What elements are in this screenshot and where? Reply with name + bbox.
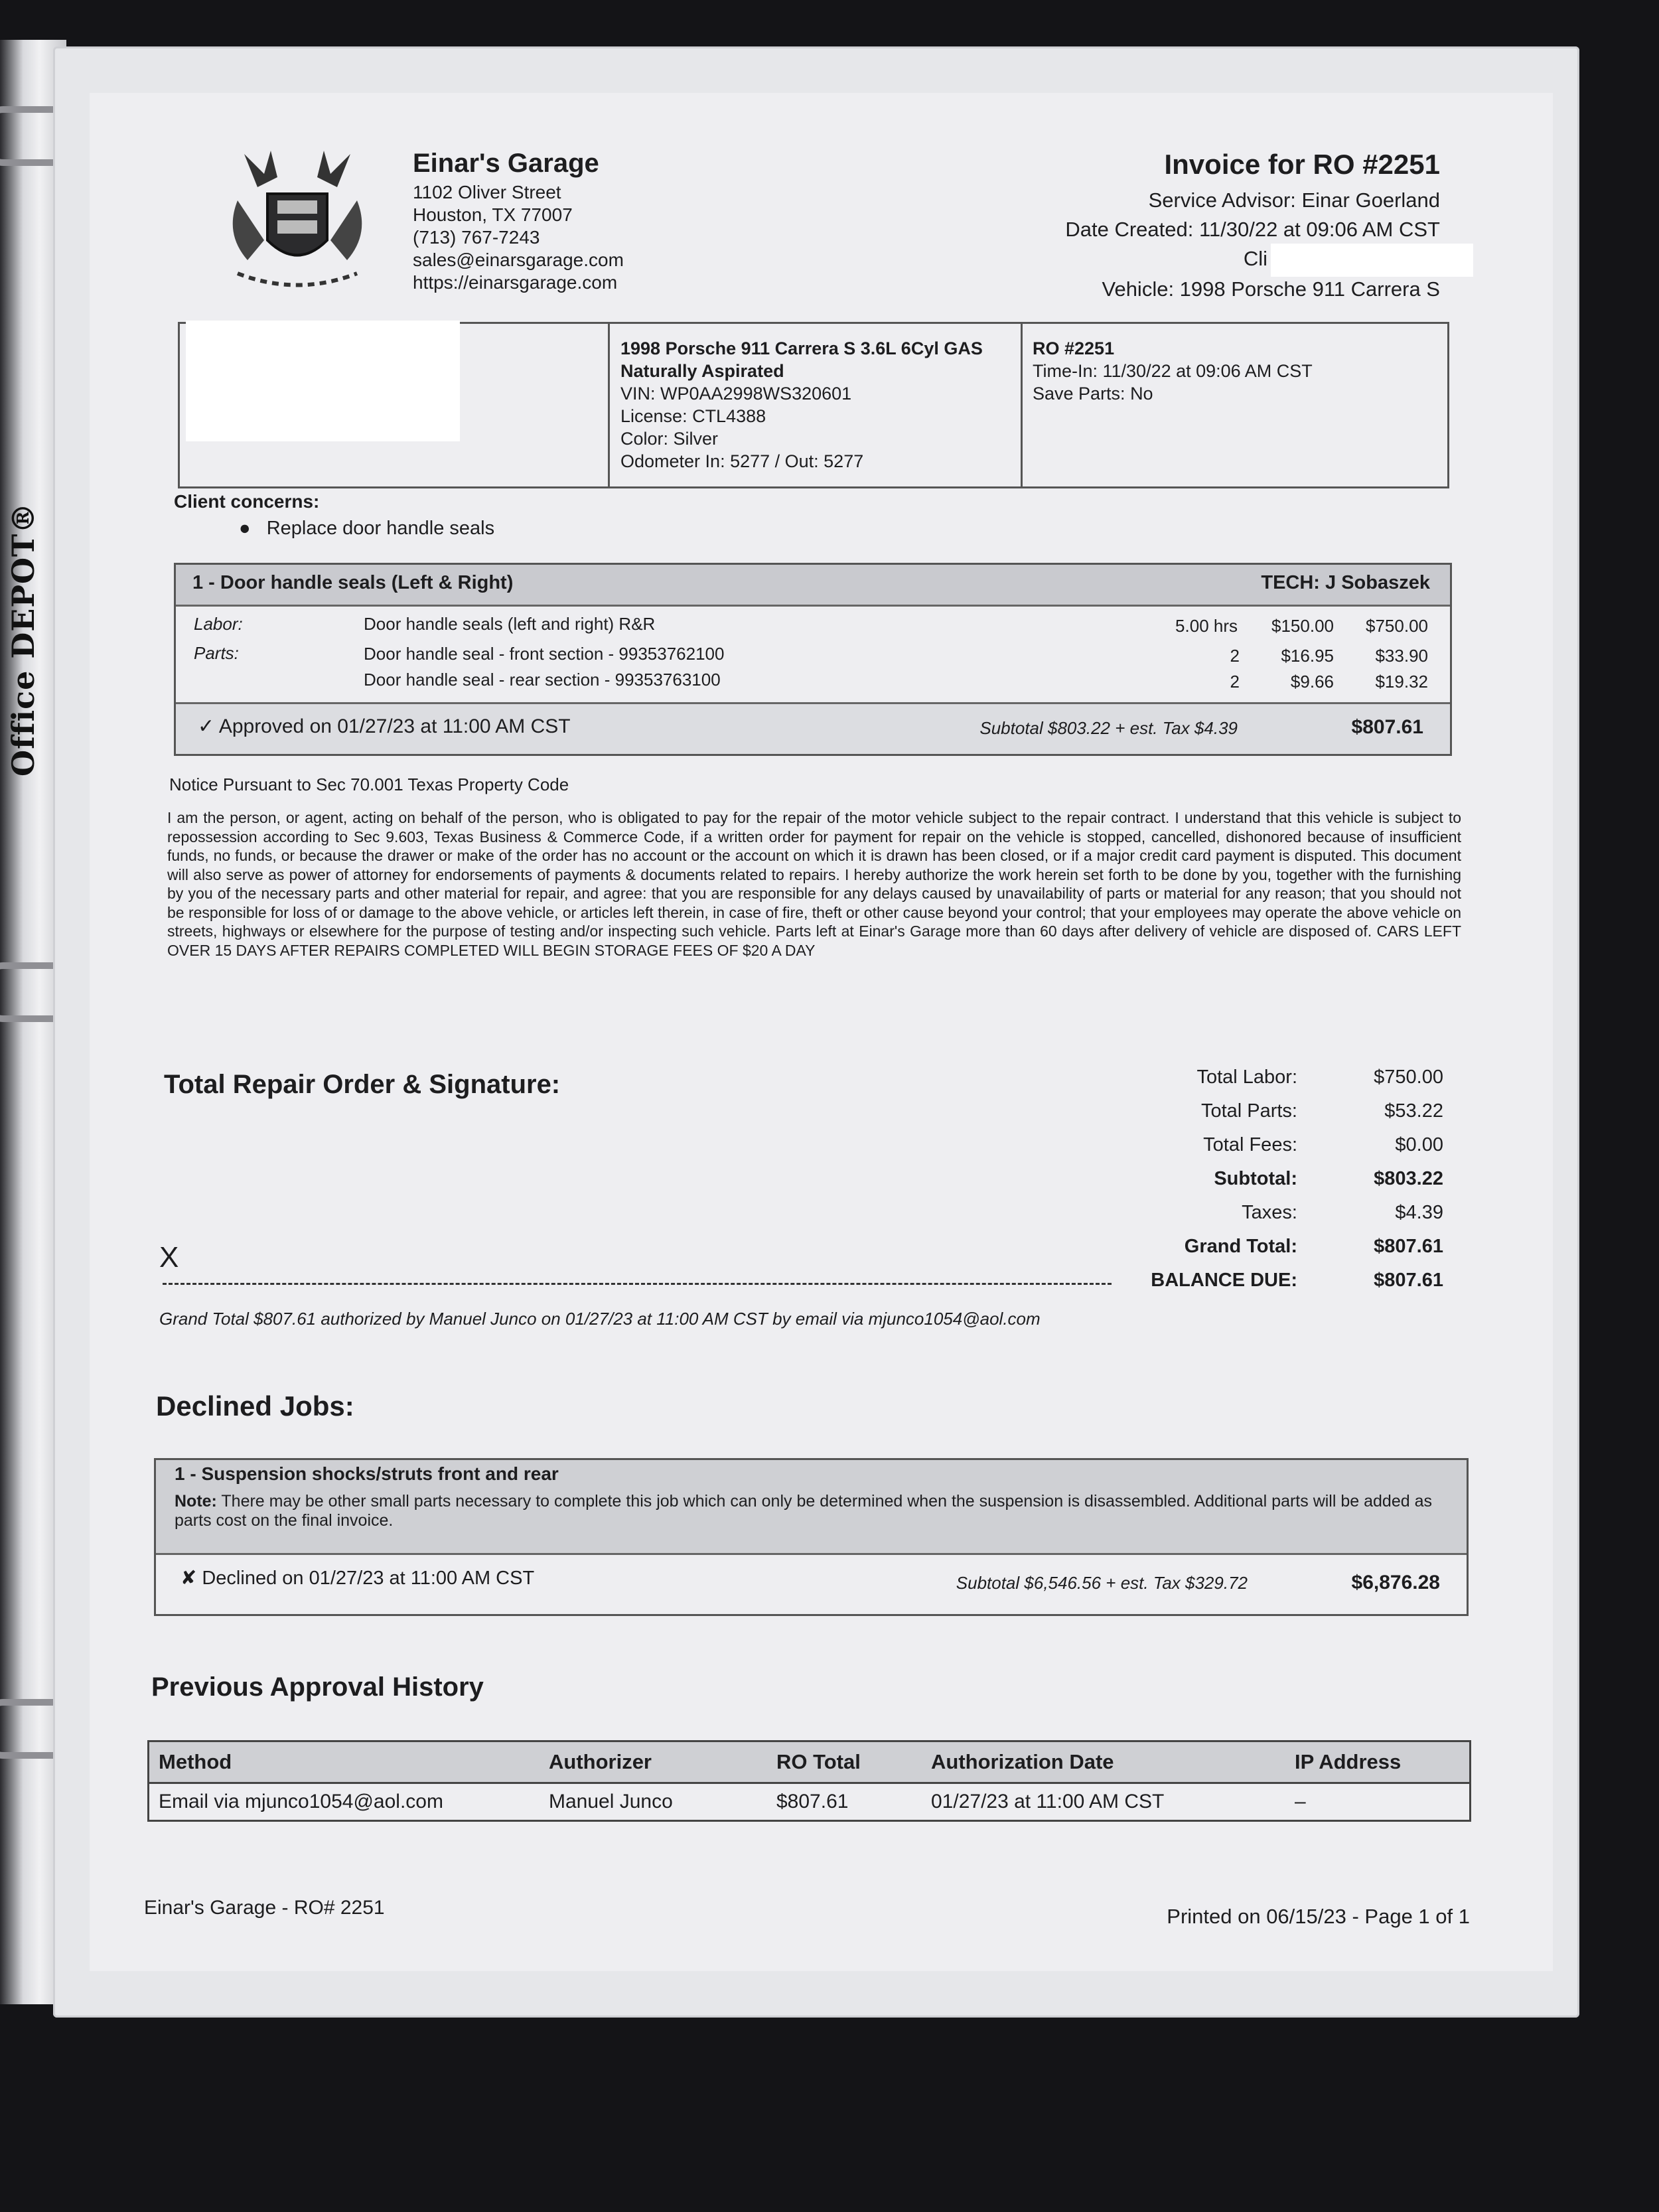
binder-brand-text bbox=[5, 737, 41, 776]
note-label: Note: bbox=[175, 1492, 217, 1511]
table-cell: Manuel Junco bbox=[549, 1791, 673, 1812]
vehicle-vin: VIN: WP0AA2998WS320601 bbox=[620, 384, 852, 404]
line-item-desc: Door handle seal - rear section - 99353763100 bbox=[364, 670, 721, 690]
declined-subtotal: Subtotal $6,546.56 + est. Tax $329.72 bbox=[956, 1573, 1248, 1593]
approved-status: ✓ Approved on 01/27/23 at 11:00 AM CST bbox=[198, 715, 571, 737]
table-cell: – bbox=[1295, 1791, 1306, 1812]
vehicle-license: License: CTL4388 bbox=[620, 406, 766, 426]
ro-number: RO #2251 bbox=[1033, 338, 1115, 358]
notice-body: I am the person, or agent, acting on behalf of the person, who is obligated to pay for the repair of the motor vehicle subject to the repair contract. I understand that this vehicle is subject to repossession according to Sec 9.603, Texas Business & Commerce Code, if a written order for payment for repair on the vehicle is stopped, cancelled, dishonored because of insufficient funds, no funds, or because the drawer or make of the order has no account or the account on which it is drawn has been closed, or if a major credit card payment is disputed. This document will also serve as power of attorney for endorsements of payments & documents related to repairs. I hereby authorize the work herein set forth to be done by you, together with the furnishing by you of the necessary parts and other material for repair, and agree: that you are responsible for any delays caused by unavailability of parts or material for any reason; that you should not be responsible for loss of or damage to the above vehicle, or articles left therein, in case of fire, theft or other cause beyond your control; that your employees may operate the above vehicle on streets, highways or elsewhere for the purpose of testing and/or inspecting such vehicle. Parts left at Einar's Garage more than 60 days after delivery of vehicle are disposed of. CARS LEFT OVER 15 DAYS AFTER REPAIRS COMPLETED WILL BEGIN STORAGE FEES OF $20 A DAY bbox=[167, 809, 1461, 959]
taxes-label: Taxes: bbox=[1242, 1202, 1297, 1223]
client-concerns-label: Client concerns: bbox=[174, 491, 320, 512]
total-fees-value: $0.00 bbox=[1395, 1134, 1443, 1155]
line-item-rate: $9.66 bbox=[1290, 672, 1334, 692]
shop-address-line1: 1102 Oliver Street bbox=[413, 182, 561, 202]
signature-mark: X bbox=[159, 1241, 179, 1274]
line-item-qty: 5.00 hrs bbox=[1175, 616, 1238, 636]
garage-crest-logo bbox=[218, 147, 377, 293]
declined-total: $6,876.28 bbox=[1351, 1572, 1440, 1593]
subtotal-value: $803.22 bbox=[1374, 1168, 1443, 1189]
total-parts-value: $53.22 bbox=[1384, 1100, 1443, 1122]
job-total: $807.61 bbox=[1351, 716, 1423, 738]
save-parts: Save Parts: No bbox=[1033, 384, 1153, 404]
shop-address-line2: Houston, TX 77007 bbox=[413, 204, 573, 225]
parts-label: Parts: bbox=[194, 643, 239, 663]
table-header-row bbox=[149, 1741, 1471, 1783]
total-labor-value: $750.00 bbox=[1374, 1067, 1443, 1088]
line-item-qty: 2 bbox=[1230, 672, 1240, 692]
job-title: 1 - Door handle seals (Left & Right) bbox=[192, 572, 514, 593]
job-subtotal: Subtotal $803.22 + est. Tax $4.39 bbox=[979, 718, 1238, 738]
balance-due-value: $807.61 bbox=[1374, 1270, 1443, 1291]
bullet-icon: ● bbox=[239, 518, 267, 539]
subtotal-label: Subtotal: bbox=[1214, 1168, 1297, 1189]
total-repair-order-title: Total Repair Order & Signature: bbox=[164, 1070, 561, 1099]
declined-job-note bbox=[175, 1492, 1449, 1530]
date-created: Date Created: 11/30/22 at 09:06 AM CST bbox=[1065, 218, 1440, 241]
service-advisor: Service Advisor: Einar Goerland bbox=[1148, 188, 1440, 212]
job-tech: TECH: J Sobaszek bbox=[1261, 572, 1430, 593]
taxes-value: $4.39 bbox=[1395, 1202, 1443, 1223]
shop-phone: (713) 767-7243 bbox=[413, 227, 540, 248]
redaction-block bbox=[186, 321, 460, 441]
client-label: Cli bbox=[1243, 247, 1267, 270]
vehicle-line: Vehicle: 1998 Porsche 911 Carrera S bbox=[1102, 277, 1440, 301]
line-item-qty: 2 bbox=[1230, 646, 1240, 666]
concern-text: Replace door handle seals bbox=[266, 518, 495, 539]
table-cell: Email via mjunco1054@aol.com bbox=[159, 1791, 443, 1812]
vehicle-color: Color: Silver bbox=[620, 429, 719, 449]
notice-title: Notice Pursuant to Sec 70.001 Texas Property Code bbox=[169, 774, 569, 794]
approval-history-title: Previous Approval History bbox=[151, 1672, 484, 1702]
authorization-note: Grand Total $807.61 authorized by Manuel Junco on 01/27/23 at 11:00 AM CST by email via mjunco1054@aol.com bbox=[159, 1309, 1041, 1329]
table-cell: $807.61 bbox=[776, 1791, 849, 1812]
shop-website: https://einarsgarage.com bbox=[413, 272, 618, 293]
shop-email: sales@einarsgarage.com bbox=[413, 250, 624, 270]
concern-item bbox=[239, 518, 494, 540]
approval-history-table bbox=[147, 1740, 1471, 1822]
line-item-desc: Door handle seals (left and right) R&R bbox=[364, 614, 656, 634]
column-header: Authorization Date bbox=[922, 1741, 1285, 1783]
note-text: There may be other small parts necessary to complete this job which can only be determined when the suspension is disassembled. Additional parts will be added as parts cost on the final invoice. bbox=[175, 1492, 1432, 1530]
column-header: Method bbox=[149, 1741, 540, 1783]
line-item-amount: $750.00 bbox=[1366, 616, 1428, 636]
invoice-title: Invoice for RO #2251 bbox=[1164, 149, 1440, 180]
vehicle-engine: 1998 Porsche 911 Carrera S 3.6L 6Cyl GAS bbox=[620, 338, 983, 358]
grand-total-value: $807.61 bbox=[1374, 1236, 1443, 1257]
line-item-amount: $33.90 bbox=[1375, 646, 1428, 666]
declined-status: ✘ Declined on 01/27/23 at 11:00 AM CST bbox=[180, 1568, 535, 1589]
total-parts-label: Total Parts: bbox=[1200, 1100, 1297, 1122]
line-item-amount: $19.32 bbox=[1375, 672, 1428, 692]
column-header: Authorizer bbox=[540, 1741, 767, 1783]
total-fees-label: Total Fees: bbox=[1203, 1134, 1297, 1155]
column-header: IP Address bbox=[1285, 1741, 1471, 1783]
vehicle-odometer: Odometer In: 5277 / Out: 5277 bbox=[620, 451, 864, 471]
column-header: RO Total bbox=[767, 1741, 922, 1783]
shop-name: Einar's Garage bbox=[413, 149, 599, 178]
line-item-rate: $16.95 bbox=[1281, 646, 1334, 666]
footer-left: Einar's Garage - RO# 2251 bbox=[144, 1897, 385, 1919]
grand-total-label: Grand Total: bbox=[1184, 1236, 1297, 1257]
balance-due-label: BALANCE DUE: bbox=[1151, 1270, 1297, 1291]
declined-job-title: 1 - Suspension shocks/struts front and rear bbox=[175, 1463, 559, 1484]
declined-jobs-title: Declined Jobs: bbox=[156, 1390, 354, 1422]
labor-label: Labor: bbox=[194, 614, 243, 634]
table-cell: 01/27/23 at 11:00 AM CST bbox=[931, 1791, 1165, 1812]
line-item-desc: Door handle seal - front section - 99353762100 bbox=[364, 644, 725, 664]
total-labor-label: Total Labor: bbox=[1196, 1067, 1297, 1088]
vehicle-aspiration: Naturally Aspirated bbox=[620, 361, 784, 381]
table-row bbox=[149, 1783, 1471, 1821]
line-item-rate: $150.00 bbox=[1271, 616, 1334, 636]
redaction-block bbox=[1271, 244, 1473, 277]
signature-line bbox=[163, 1283, 1112, 1285]
time-in: Time-In: 11/30/22 at 09:06 AM CST bbox=[1033, 361, 1313, 381]
footer-right: Printed on 06/15/23 - Page 1 of 1 bbox=[1167, 1905, 1470, 1928]
